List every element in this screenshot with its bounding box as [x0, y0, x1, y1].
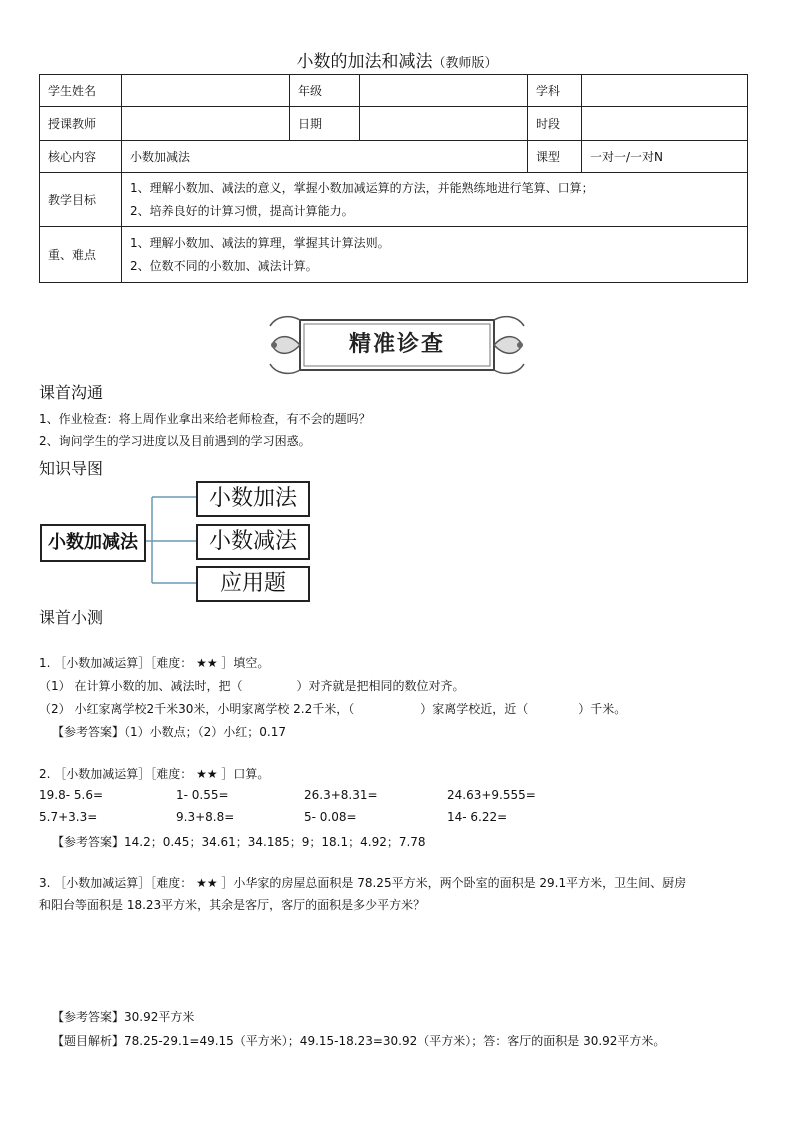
q2-head: 2. ［小数加减运算］［难度： ★★ ］口算。	[39, 767, 270, 781]
mindmap-root: 小数加减法	[40, 524, 146, 562]
q3-line-2: 和阳台等面积是 18.23平方米，其余是客厅，客厅的面积是多少平方米？	[39, 898, 426, 912]
subject-value[interactable]	[582, 75, 748, 107]
q2-item: 1- 0.55=	[176, 788, 229, 802]
grade-label: 年级	[290, 75, 360, 107]
type-value: 一对一/一对N	[582, 141, 748, 173]
q3-answer: 【参考答案】30.92平方米	[52, 1010, 195, 1024]
info-table	[39, 74, 748, 283]
q2-item: 19.8- 5.6=	[39, 788, 104, 802]
q1-part-2-c: ）千米。	[578, 702, 627, 716]
q2-item: 9.3+8.8=	[176, 810, 235, 824]
q1-part-1-a: （1） 在计算小数的加、减法时，把（	[39, 679, 243, 693]
communicate-line-1: 1、作业检查：将上周作业拿出来给老师检查，有不会的题吗？	[39, 412, 371, 426]
q3-line-1: 3. ［小数加减运算］［难度： ★★ ］小华家的房屋总面积是 78.25平方米，两个卧室的面积是 29.1平方米，卫生间、厨房	[39, 876, 687, 890]
q3-analysis: 【题目解析】78.25-29.1=49.15（平方米）；49.15-18.23=30.92（平方米）；答：客厅的面积是 30.92平方米。	[52, 1034, 666, 1048]
period-value[interactable]	[582, 107, 748, 141]
subject-label: 学科	[528, 75, 582, 107]
key-label: 重、难点	[40, 227, 122, 283]
q1-part-2	[39, 700, 626, 717]
key-content	[122, 227, 748, 283]
student-name-value[interactable]	[122, 75, 290, 107]
date-value[interactable]	[360, 107, 528, 141]
core-value: 小数加减法	[122, 141, 528, 173]
mindmap-child-application: 应用题	[196, 566, 310, 602]
communicate-heading: 课首沟通	[39, 383, 104, 402]
teacher-label: 授课教师	[40, 107, 122, 141]
core-label: 核心内容	[40, 141, 122, 173]
q2-item: 5- 0.08=	[304, 810, 357, 824]
quiz-heading: 课首小测	[39, 608, 104, 627]
q2-item: 14- 6.22=	[447, 810, 508, 824]
q1-answer: 【参考答案】（1）小数点；（2）小红；0.17	[52, 725, 286, 739]
student-name-label: 学生姓名	[40, 75, 122, 107]
key-1: 1、理解小数加、减法的算理，掌握其计算法则。	[130, 235, 390, 250]
q1-part-2-a: （2） 小红家离学校2千米30米，小明家离学校 2.2千米，（	[39, 702, 355, 716]
q2-item: 5.7+3.3=	[39, 810, 98, 824]
grade-value[interactable]	[360, 75, 528, 107]
page-title	[0, 47, 794, 72]
q2-item: 26.3+8.31=	[304, 788, 378, 802]
date-label: 日期	[290, 107, 360, 141]
goal-2: 2、培养良好的计算习惯，提高计算能力。	[130, 203, 354, 218]
q2-answer: 【参考答案】14.2；0.45；34.61；34.185；9；18.1；4.92；7.78	[52, 835, 426, 849]
mindmap-child-addition: 小数加法	[196, 481, 310, 517]
banner-text: 精准诊查	[348, 332, 445, 357]
q1-part-1-b: ）对齐就是把相同的数位对齐。	[296, 679, 465, 693]
q1-part-2-b: ）家离学校近，近（	[420, 702, 529, 716]
title-main: 小数的加法和减法	[296, 52, 433, 72]
teacher-value[interactable]	[122, 107, 290, 141]
mindmap-heading: 知识导图	[39, 459, 104, 478]
q1-head: 1. ［小数加减运算］［难度： ★★ ］填空。	[39, 656, 270, 670]
goal-content	[122, 173, 748, 227]
section-banner	[262, 312, 532, 378]
type-label: 课型	[528, 141, 582, 173]
key-2: 2、位数不同的小数加、减法计算。	[130, 258, 318, 273]
period-label: 时段	[528, 107, 582, 141]
title-sub: （教师版）	[432, 56, 498, 71]
q1-part-1	[39, 677, 464, 694]
communicate-line-2: 2、询问学生的学习进度以及目前遇到的学习困惑。	[39, 434, 311, 448]
mindmap-child-subtraction: 小数减法	[196, 524, 310, 560]
goal-label: 教学目标	[40, 173, 122, 227]
q2-item: 24.63+9.555=	[447, 788, 536, 802]
goal-1: 1、理解小数加、减法的意义，掌握小数加减运算的方法，并能熟练地进行笔算、口算；	[130, 180, 594, 195]
